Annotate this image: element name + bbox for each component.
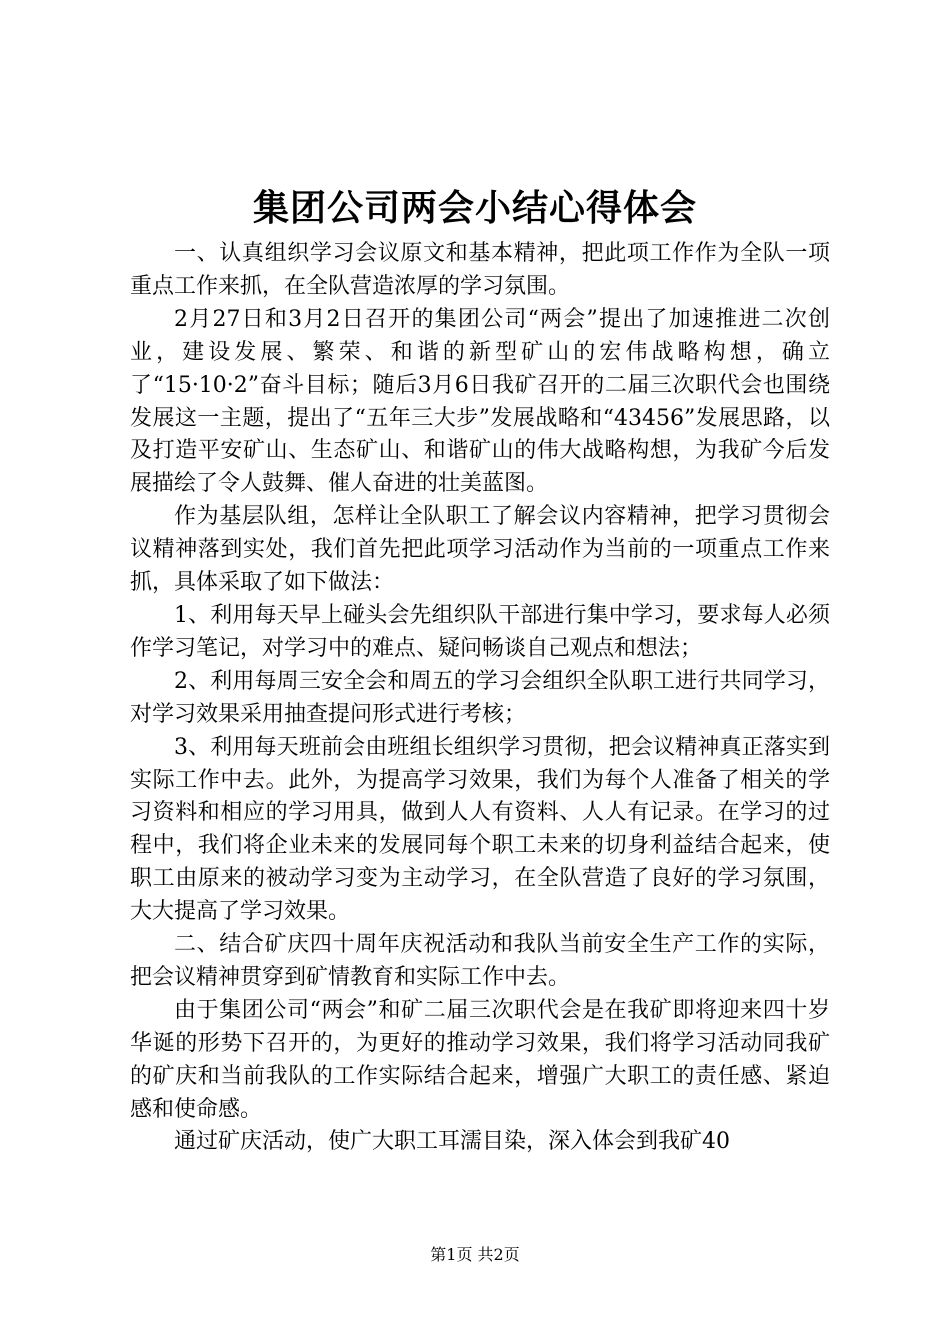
paragraph-9: 通过矿庆活动，使广大职工耳濡目染，深入体会到我矿40 bbox=[174, 1129, 730, 1155]
paragraph-6: 3、利用每天班前会由班组长组织学习贯彻，把会议精神真正落实到实际工作中去。此外，为提高学习效果，我们为每个人准备了相关的学习资料和相应的学习用具，做到人人有资料、人人有记录。在学习的过程中，我们将企业未来的发展同每个职工未来的切身利益结合起来，使职工由原来的被动学习变为主动学习，在全队营造了良好的学习氛围，大大提高了学习效果。 bbox=[130, 734, 830, 925]
paragraph-4: 1、利用每天早上碰头会先组织队干部进行集中学习，要求每人必须作学习笔记，对学习中的难点、疑问畅谈自己观点和想法； bbox=[130, 602, 830, 661]
document-title: 集团公司两会小结心得体会 bbox=[252, 187, 697, 229]
page-footer: 第1页 共2页 bbox=[430, 1245, 520, 1264]
paragraph-3: 作为基层队组，怎样让全队职工了解会议内容精神，把学习贯彻会议精神落到实处，我们首先把此项学习活动作为当前的一项重点工作来抓，具体采取了如下做法： bbox=[130, 504, 830, 596]
paragraph-1: 一、认真组织学习会议原文和基本精神，把此项工作作为全队一项重点工作来抓，在全队营造浓厚的学习氛围。 bbox=[130, 241, 830, 299]
document-body bbox=[130, 238, 830, 1159]
paragraph-2: 2月27日和3月2日召开的集团公司“两会”提出了加速推进二次创业，建设发展、繁荣、和谐的新型矿山的宏伟战略构想，确立了“15·10·2”奋斗目标；随后3月6日我矿召开的二届三次职代会也围绕发展这一主题，提出了“五年三大步”发展战略和“43456”发展思路，以及打造平安矿山、生态矿山、和谐矿山的伟大战略构想，为我矿今后发展描绘了令人鼓舞、催人奋进的壮美蓝图。 bbox=[130, 306, 830, 497]
paragraph-7: 二、结合矿庆四十周年庆祝活动和我队当前安全生产工作的实际，把会议精神贯穿到矿情教育和实际工作中去。 bbox=[130, 932, 830, 990]
paragraph-5: 2、利用每周三安全会和周五的学习会组织全队职工进行共同学习，对学习效果采用抽查提问形式进行考核； bbox=[130, 668, 830, 727]
paragraph-8: 由于集团公司“两会”和矿二届三次职代会是在我矿即将迎来四十岁华诞的形势下召开的，为更好的推动学习效果，我们将学习活动同我矿的矿庆和当前我队的工作实际结合起来，增强广大职工的责任感、紧迫感和使命感。 bbox=[130, 997, 830, 1122]
